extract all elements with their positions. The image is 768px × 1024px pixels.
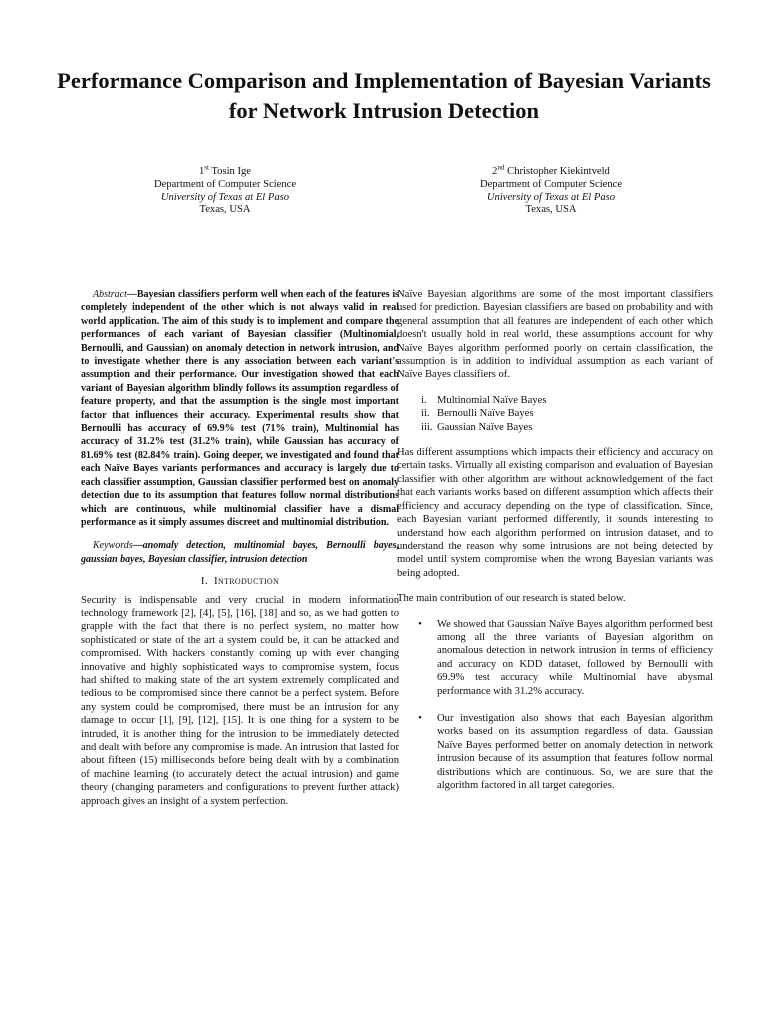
bullet-icon: • — [418, 712, 422, 724]
list-item: • We showed that Gaussian Naïve Bayes algorithm performed best among all the three variants of Bayesian algorithm on anomalous detection in network intrusion in terms of efficiency and accuracy on KDD dataset, followed by Bernoulli with 69.9% test accuracy while Multinomial have abysmal performance with 31.2% accuracy. — [397, 618, 713, 698]
author-department: Department of Computer Science — [153, 178, 297, 190]
paragraph-1: Naïve Bayesian algorithms are some of the most important classifiers used for prediction. Bayesian classifiers are based on probability and with general assumption that all features are independent of each other which doesn't usually hold in real world, these assumptions account for why Naïve Bayes algorithm performed poorly on certain classification, the assumption is in addition to individual assumption as each variant of Naïve Bayes classifiers of. — [397, 289, 713, 381]
list-item: ii. Bernoulli Naïve Bayes — [421, 408, 534, 420]
abstract — [81, 288, 399, 529]
list-item: • Our investigation also shows that each Bayesian algorithm works based on its assumption regardless of data. Gaussian Naïve Bayes performed better on anomaly detection in network intrusion because of its assumption that features follow normal distributions which are continuous. So, we are sure that the algorithm factored in all target categories. — [397, 712, 713, 792]
keywords-lead: Keywords — [93, 540, 133, 552]
list-item: iii. Gaussian Naïve Bayes — [421, 421, 533, 433]
author-university: University of Texas at El Paso — [160, 191, 290, 203]
author-location: Texas, USA — [199, 204, 251, 216]
author-name: 2nd Christopher Kiekintveld — [492, 163, 610, 177]
section-title: Introduction — [214, 575, 280, 588]
right-column — [397, 288, 713, 806]
keywords — [81, 539, 399, 566]
contributions-list — [397, 618, 713, 793]
introduction-paragraph: Security is indispensable and very crucial in modern information technology framework [2], [4], [5], [16], [18] and so, as we had gotten to grapple with the fact that there is no perfect system, no matter how sophisticated or state of the art a system could be, it can be attacked and compromised. With hackers constantly coming up with ever changing innovative and highly sophisticated ways to compromise system, focus had shifted to making state of the art system extremely complicated and tedious to be compromised since there cannot be a perfect system. Before any system could be compromised, there must be an intrusion for any damage to occur [1], [9], [12], [15]. It is one thing for a system to be intruded, it is another thing for the intrusion to be immediately detected and dealt with before any compromise is made. An intrusion that lasted for about fifteen (15) milliseconds before being dealt with by a combination of machine learning (to accurately detect the actual intrusion) and game theory (changing parameters and configurations to prevent further attack) approach gives an insight of a system perfection. — [81, 594, 399, 807]
abstract-lead: Abstract — [93, 289, 127, 300]
left-column — [81, 288, 399, 808]
author-department: Department of Computer Science — [479, 178, 623, 190]
bullet-icon: • — [418, 618, 422, 630]
author-university: University of Texas at El Paso — [486, 191, 616, 203]
paragraph-3: The main contribution of our research is stated below. — [397, 593, 626, 605]
section-heading — [81, 575, 399, 588]
section-number: I. — [200, 575, 208, 588]
paragraph-2: Has different assumptions which impacts their efficiency and accuracy on certain tasks. Virtually all existing comparison and evaluation of Bayesian classifier with other algorithm are without acknowledgement of the fact that each variants works based on different assumption which affects their efficiency and accuracy depending on the type of classification. Since, each Bayesian variant performed differently, it sounds interesting to understand how each algorithm performed on intrusion dataset, and to understand the reason why some intrusions are not being detected by model until system compromise when the wrong Bayesian variants was being adopted. — [397, 447, 713, 579]
variant-list — [421, 394, 713, 434]
keywords-text: —anomaly detection, multinomial bayes, Bernoulli bayes, gaussian bayes, Bayesian classifier, intrusion detection — [81, 540, 399, 565]
abstract-text: —Bayesian classifiers perform well when each of the features is completely independent of the other which is not always valid in real world application. The aim of this study is to implement and compare the performances of each variant of Bayesian classifier (Multinomial, Bernoulli, and Gaussian) on anomaly detection in network intrusion, and to investigate whether there is any association between each variant's assumption and their performance. Our investigation showed that each variant of Bayesian algorithm blindly follows its assumption regardless of feature property, and that the assumption is the single most important factor that influences their accuracy. Experimental results show that Bernoulli has accuracy of 69.9% test (71% train), Multinomial has accuracy of 31.2% test (31.2% train), while Gaussian has accuracy of 81.69% test (82.84% train). Going deeper, we investigated and found that each Naïve Bayes variants performances and accuracy is largely due to each classifier assumption, Gaussian classifier performed best on anomaly detection due to its assumption that features follow normal distributions which are continuous, while multinomial classifier have a dismal performance as it simply assumes discreet and multinomial distribution. — [81, 289, 399, 528]
paper-title: Performance Comparison and Implementation of Bayesian Variants for Network Intrusion Detection — [57, 68, 711, 123]
author-block-1 — [110, 163, 340, 217]
list-item: i. Multinomial Naïve Bayes — [421, 394, 547, 406]
author-location: Texas, USA — [525, 204, 577, 216]
author-block-2 — [436, 163, 666, 217]
author-name: 1st Tosin Ige — [198, 163, 251, 177]
